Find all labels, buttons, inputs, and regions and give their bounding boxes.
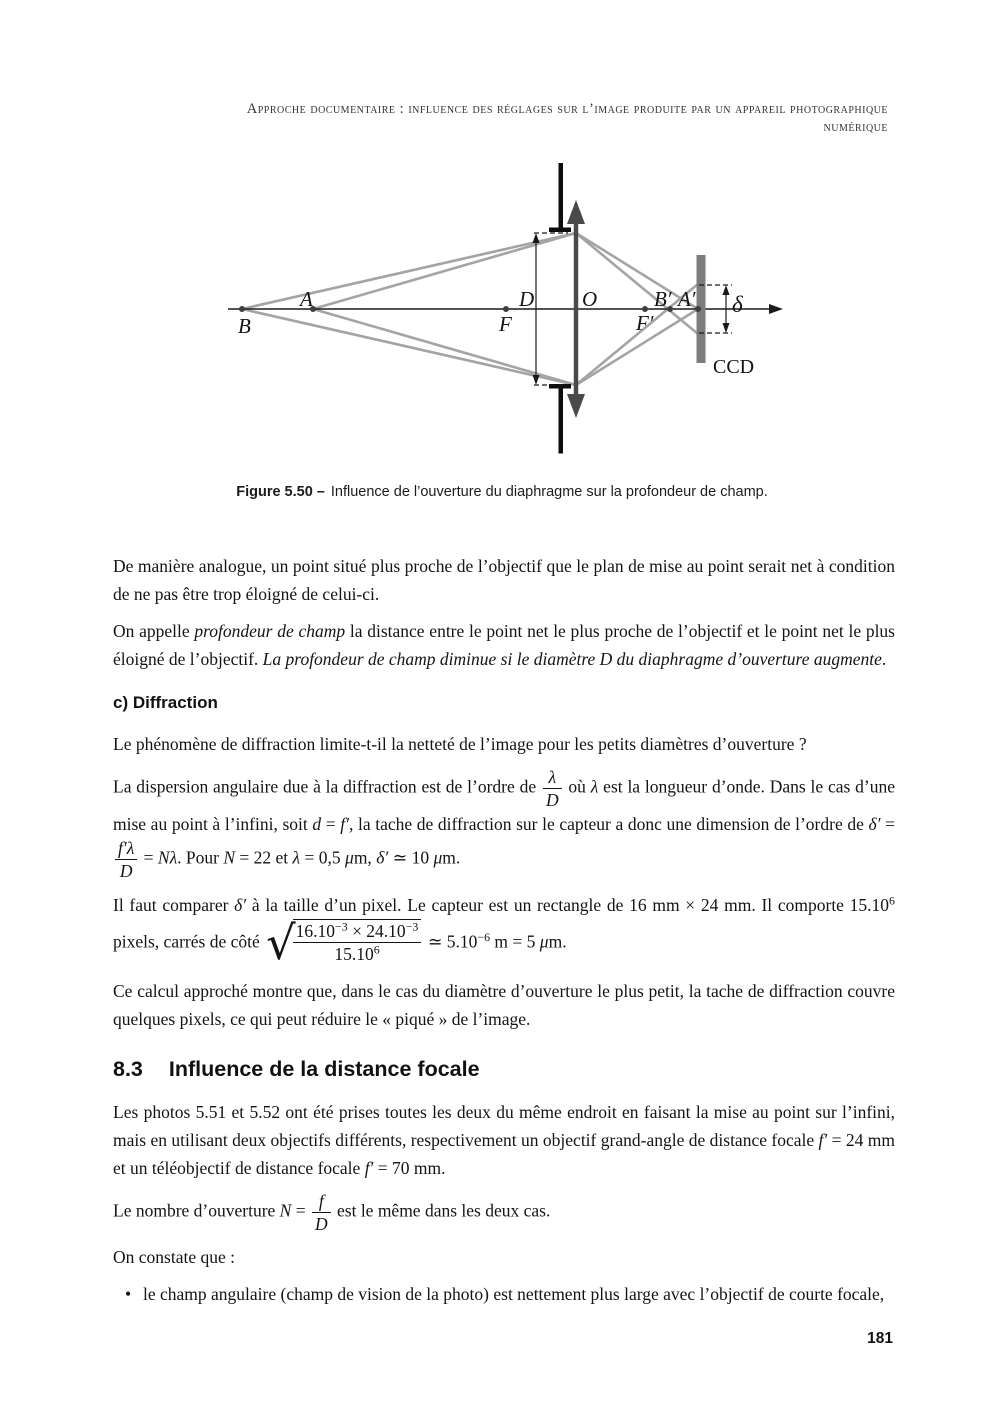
- point-A-prime: [695, 306, 701, 312]
- fraction-denominator: [312, 1212, 331, 1234]
- paragraph-nombre-ouverture: [113, 1191, 895, 1234]
- diaphragm-bottom-bar: [559, 389, 564, 454]
- text-run: Il faut comparer: [113, 894, 235, 915]
- label-A-prime: A′: [678, 287, 696, 311]
- diaphragm-top-bar: [559, 163, 564, 228]
- text-run: Ce calcul approché montre que, dans le cas du diamètre d’ouverture le plus petit, la tache de diffraction couvre quelques pixels, ce qui peut réduire le « piqué » de l’image.: [113, 980, 895, 1029]
- text-run: × 24.10: [347, 920, 406, 941]
- text-run: −3: [335, 918, 348, 933]
- math-var: λ: [548, 767, 557, 787]
- label-delta: δ: [732, 292, 743, 317]
- math-var: f′: [818, 1129, 828, 1150]
- text-run: est le même dans les deux cas.: [332, 1200, 551, 1221]
- text-run: ≃ 10: [388, 847, 434, 868]
- text-run: m,: [353, 847, 377, 868]
- bullet-item: [113, 1280, 895, 1308]
- aperture-dim-arrow-down: [533, 375, 540, 385]
- text-run: =: [139, 847, 158, 868]
- text-run: =: [321, 814, 341, 835]
- text-run: 16.10: [295, 920, 336, 941]
- fraction: [115, 838, 137, 881]
- paragraph-question-diffraction: [113, 730, 895, 758]
- text-run: la distance entre le point net le plus proche de l’objectif et le point net le plus éloigné de l’objectif.: [113, 621, 895, 669]
- diaphragm: [549, 163, 571, 454]
- math-var: λ: [292, 847, 301, 868]
- math-var: μ: [539, 931, 549, 952]
- paragraph-dispersion-angulaire: [113, 767, 895, 882]
- fraction-numerator: [115, 838, 137, 859]
- math-var: profondeur de champ: [194, 621, 346, 641]
- paragraph-on-constate: [113, 1243, 895, 1271]
- fraction: [312, 1191, 331, 1234]
- math-var: f: [318, 1190, 324, 1211]
- fraction-denominator: [293, 942, 422, 964]
- text-run: = 0,5: [300, 847, 346, 868]
- label-B-prime: B′: [654, 287, 672, 311]
- text-run: =: [880, 814, 895, 835]
- heading-section-8-3: [113, 1055, 895, 1083]
- math-var: D: [545, 790, 559, 811]
- label-F: F: [499, 312, 512, 336]
- text-run: à la taille d’un pixel. Le capteur est un rectangle de 16 mm × 24 mm. Il comporte 15.10: [246, 894, 890, 915]
- fraction: [543, 767, 562, 810]
- fraction-numerator: [293, 918, 422, 942]
- math-var: La profondeur de champ diminue si le diamètre D du diaphragme d’ouverture augmente: [262, 649, 882, 669]
- blur-dim-arrow-down: [723, 323, 730, 333]
- text-run: pixels, carrés de côté: [113, 931, 265, 952]
- section-title: Influence de la distance focale: [168, 1056, 480, 1081]
- running-header-line2: numérique: [823, 118, 888, 135]
- text-run: m = 5: [490, 931, 540, 952]
- text-run: Le phénomène de diffraction limite-t-il la netteté de l’image pour les petits diamètres d’ouverture ?: [113, 734, 807, 754]
- math-var: μ: [345, 847, 354, 868]
- fraction-numerator: [312, 1191, 331, 1212]
- text-run: . Pour: [177, 847, 224, 868]
- label-ccd: CCD: [713, 356, 755, 378]
- text-run: m.: [548, 931, 567, 952]
- text-run: = 24 mm et un téléobjectif de distance focale: [113, 1129, 895, 1178]
- diaphragm-top-cap: [549, 228, 571, 233]
- label-B: B: [238, 314, 251, 338]
- text-run: ≃ 5.10: [423, 931, 478, 952]
- math-var: δ′: [234, 894, 247, 915]
- paragraph-photos: [113, 1098, 895, 1182]
- bullet-text: [143, 1280, 895, 1308]
- figure-caption: [0, 484, 1004, 500]
- math-var: N: [223, 847, 236, 868]
- math-var: f′λ: [118, 838, 135, 859]
- math-var: f′: [364, 1157, 374, 1178]
- text-run: =: [291, 1200, 310, 1221]
- fraction: [293, 918, 422, 964]
- text-run: 15.10: [334, 943, 374, 964]
- text-run: Les photos 5.51 et 5.52 ont été prises toutes les deux du même endroit en faisant la mise au point sur l’infini, mais en utilisant deux objectifs différents, respectivement un objectif grand-angle de distance focale: [113, 1101, 895, 1150]
- radicand: [293, 919, 422, 968]
- fraction-denominator: [543, 788, 562, 810]
- math-var: D: [119, 861, 133, 882]
- text-run: La dispersion angulaire due à la diffraction est de l’ordre de: [113, 776, 541, 797]
- fraction-numerator: [543, 767, 562, 788]
- math-var: μ: [433, 847, 443, 868]
- optics-diagram: [0, 0, 1004, 480]
- text-run: On appelle: [113, 621, 195, 641]
- math-var: δ′: [376, 847, 389, 868]
- text-run: 6: [373, 942, 380, 957]
- page-number: 181: [867, 1330, 893, 1347]
- bullet-icon: •: [125, 1283, 132, 1304]
- math-var: Nλ: [157, 847, 178, 868]
- label-O: O: [582, 287, 598, 311]
- text-run: On constate que :: [113, 1246, 235, 1267]
- text-run: De manière analogue, un point situé plus proche de l’objectif que le plan de mise au point serait net à condition de ne pas être trop éloigné de celui-ci.: [113, 556, 895, 604]
- math-var: d: [312, 814, 322, 835]
- text-run: m.: [442, 847, 461, 868]
- ray-B-bottom: [242, 309, 576, 385]
- label-F-prime: F′: [636, 311, 654, 335]
- text-run: −6: [477, 929, 491, 944]
- body-content: [113, 552, 895, 1308]
- blur-dim-arrow-up: [723, 285, 730, 295]
- text-run: −3: [405, 918, 419, 933]
- paragraph-calcul-approche: [113, 977, 895, 1033]
- math-var: δ′: [868, 814, 881, 835]
- aperture-dim-arrow-up: [533, 233, 540, 243]
- paragraph-taille-pixel: [113, 891, 895, 971]
- math-var: D: [314, 1213, 328, 1234]
- text-run: = 70 mm.: [373, 1157, 446, 1178]
- label-A: A: [300, 287, 313, 311]
- figure-caption-number: Figure 5.50 –: [236, 484, 325, 500]
- heading-diffraction: c) Diffraction: [113, 693, 218, 712]
- square-root: √ $\frac{16.10^{-3} \times 24.10^{-3}}{15.10^6}$: [266, 919, 421, 968]
- point-B: [239, 306, 245, 312]
- paragraph-profondeur-de-champ: [113, 617, 895, 673]
- paragraph-analogue: [113, 552, 895, 608]
- optical-axis-arrowhead: [769, 304, 783, 314]
- lens-bottom-arrowhead: [567, 394, 585, 418]
- running-header-line1: Approche documentaire : influence des réglages sur l’image produite par un appareil photographique: [246, 101, 888, 117]
- lens-top-arrowhead: [567, 200, 585, 224]
- text-run: 6: [889, 892, 895, 907]
- text-run: = 22 et: [235, 847, 293, 868]
- math-var: f′: [340, 814, 349, 835]
- section-number: 8.3: [113, 1056, 143, 1081]
- text-run: est la longueur d’onde. Dans le cas d’une mise au point à l’infini, soit: [113, 776, 896, 835]
- text-run: le champ angulaire (champ de vision de la photo) est nettement plus large avec l’objectif de courte focale,: [143, 1283, 885, 1304]
- figure-caption-text: Influence de l’ouverture du diaphragme sur la profondeur de champ.: [330, 484, 768, 500]
- math-var: λ: [590, 776, 599, 797]
- label-D: D: [519, 287, 535, 311]
- math-var: N: [279, 1200, 292, 1221]
- text-run: Le nombre d’ouverture: [113, 1200, 280, 1221]
- text-run: où: [563, 776, 591, 797]
- text-run: , la tache de diffraction sur le capteur a donc une dimension de l’ordre de: [348, 814, 869, 835]
- fraction-denominator: [115, 859, 137, 881]
- text-run: .: [881, 649, 887, 669]
